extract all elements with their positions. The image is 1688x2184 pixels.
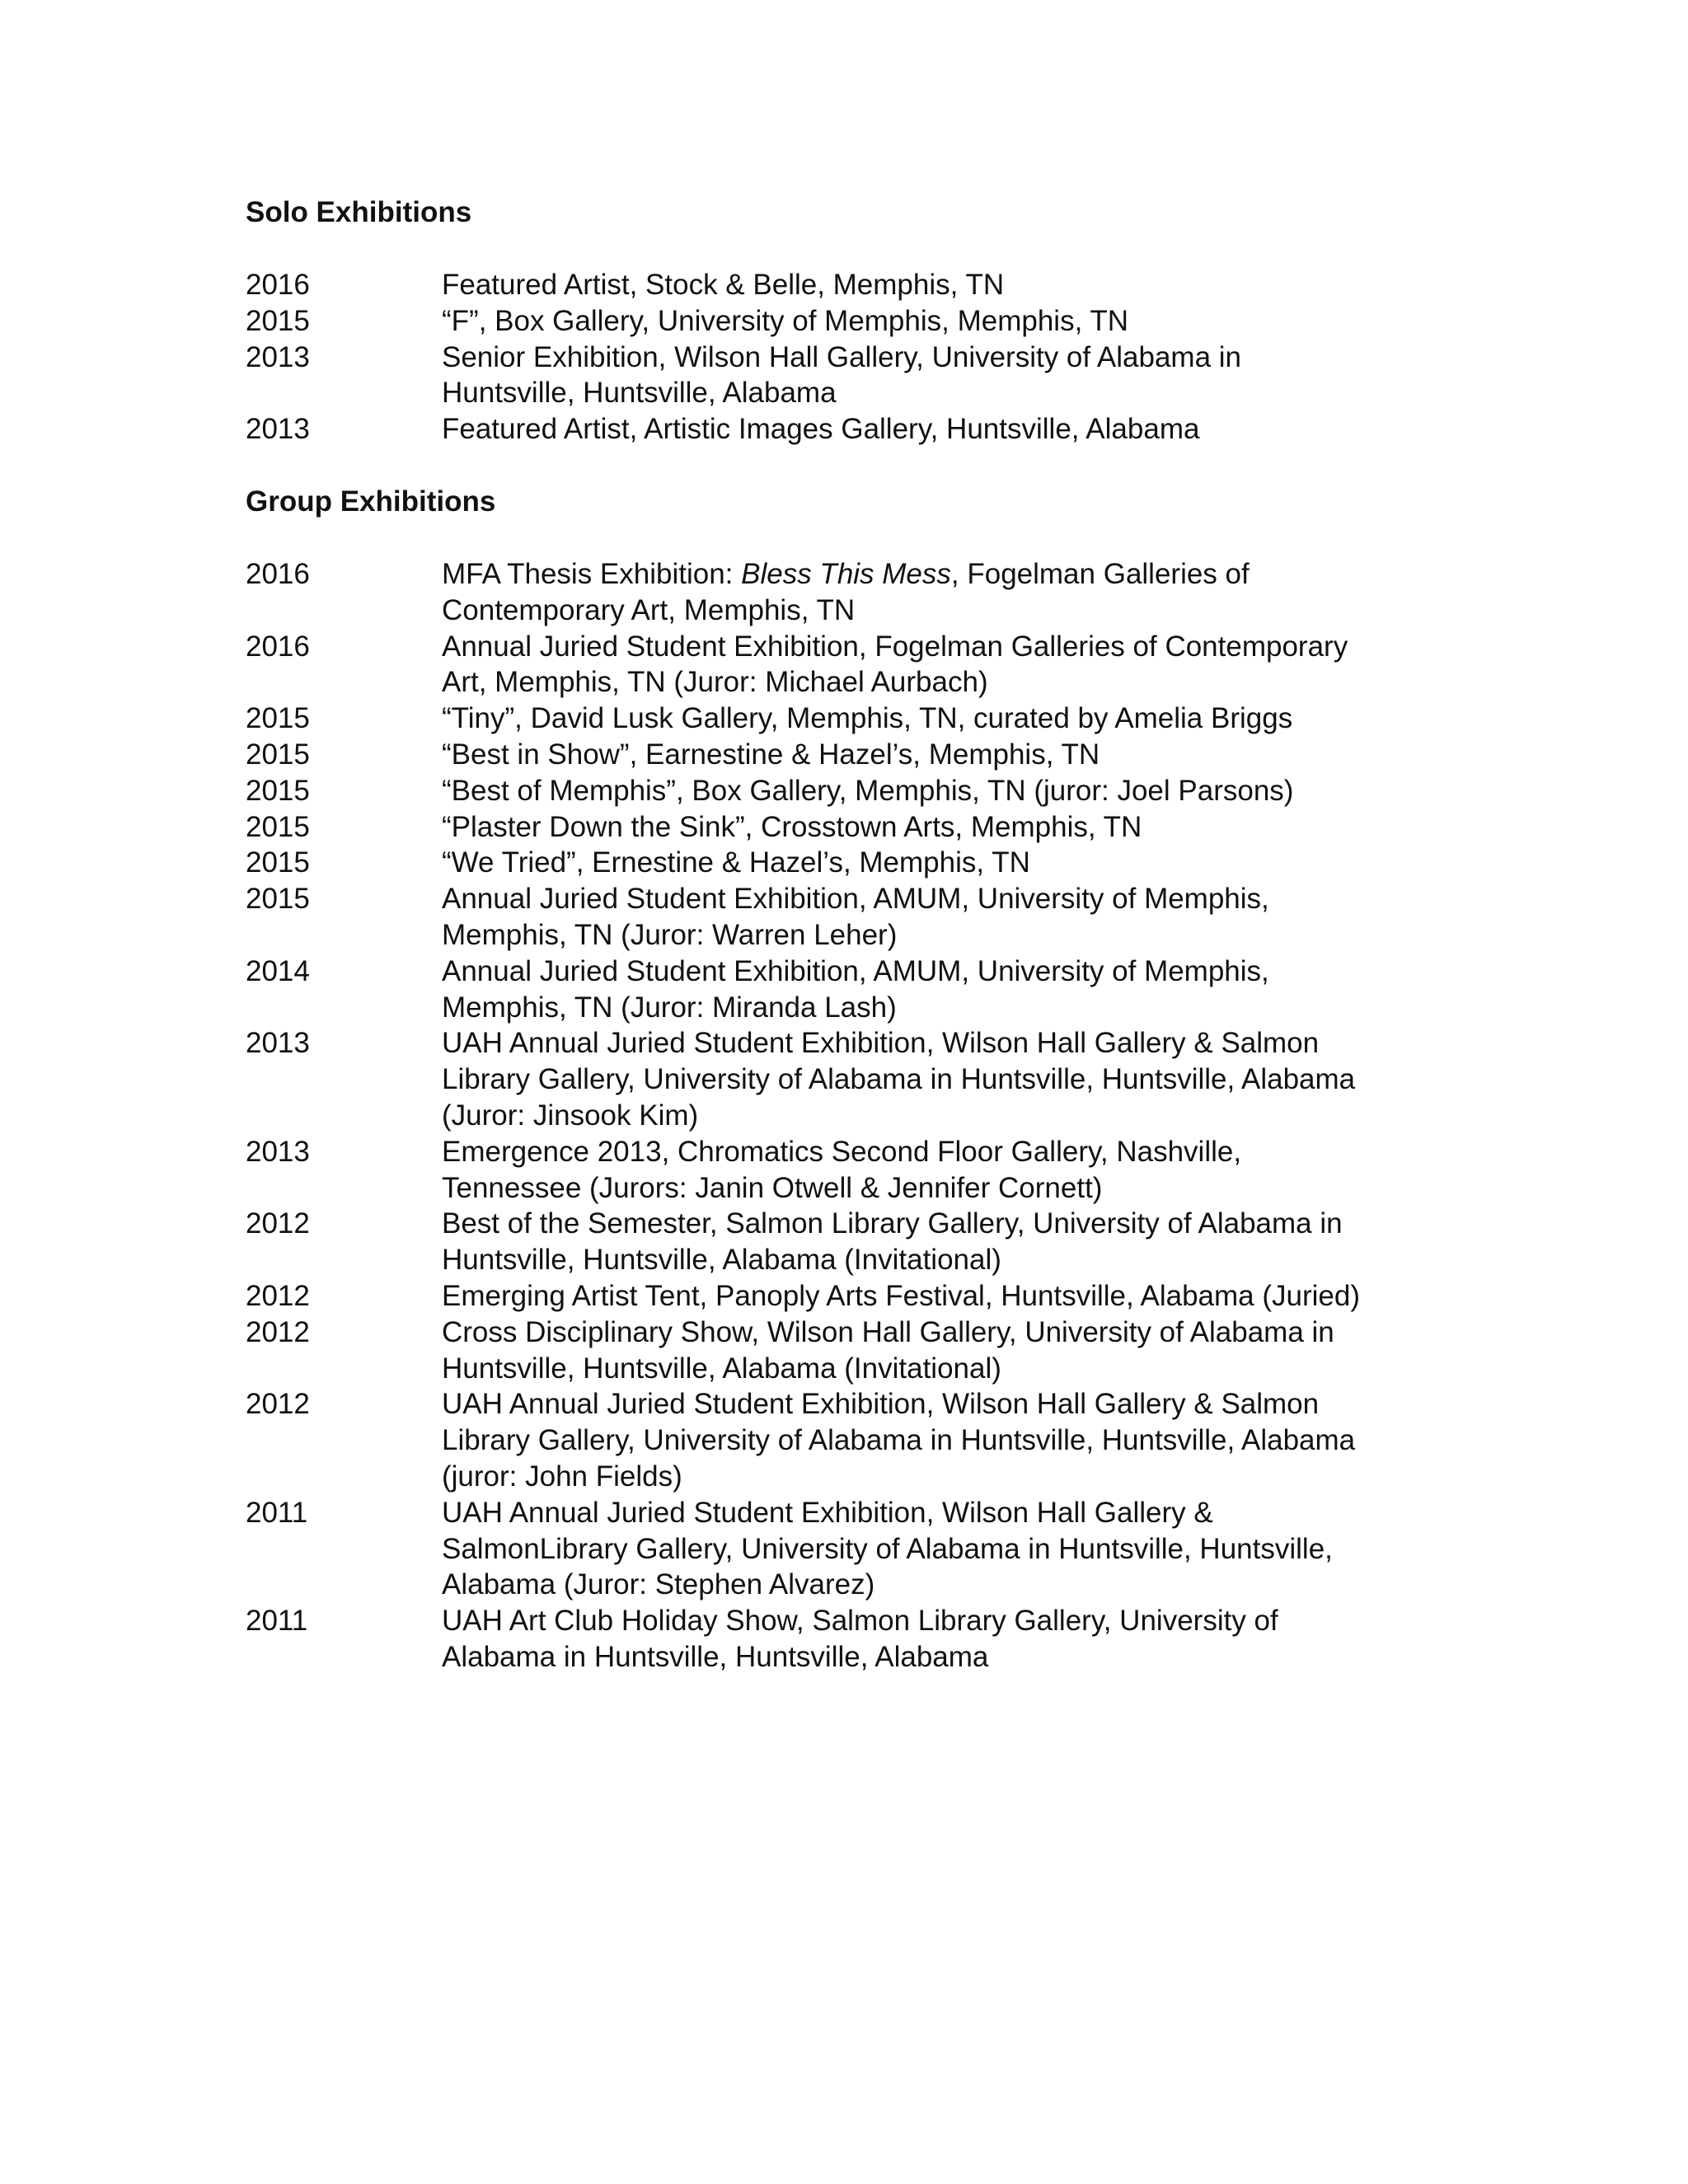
entry-line: Annual Juried Student Exhibition, Fogelman Galleries of Contemporary: [442, 630, 1348, 663]
group-exhibition-entry: [246, 701, 1449, 737]
entry-line: Contemporary Art, Memphis, TN: [442, 593, 856, 626]
entry-year: 2015: [246, 702, 310, 735]
entry-year: 2016: [246, 630, 310, 663]
entry-line: Alabama (Juror: Stephen Alvarez): [442, 1568, 875, 1601]
entry-description: [442, 881, 1449, 954]
entry-description: [442, 1495, 1449, 1603]
entry-line: “Plaster Down the Sink”, Crosstown Arts, Memphis, TN: [442, 810, 1142, 843]
group-exhibitions-heading: Group Exhibitions: [246, 485, 496, 518]
entry-description: [442, 1603, 1449, 1675]
entry-year: 2012: [246, 1315, 310, 1348]
entry-description: [442, 737, 1449, 773]
entry-line: Cross Disciplinary Show, Wilson Hall Gallery, University of Alabama in: [442, 1315, 1334, 1348]
cv-page: [246, 194, 1449, 1675]
entry-line: Best of the Semester, Salmon Library Gallery, University of Alabama in: [442, 1207, 1343, 1240]
exhibition-title: Bless This Mess: [741, 557, 951, 590]
entry-line: “F”, Box Gallery, University of Memphis, Memphis, TN: [442, 304, 1129, 337]
entry-line: Tennessee (Jurors: Janin Otwell & Jennifer Cornett): [442, 1171, 1103, 1204]
entry-year: 2012: [246, 1207, 310, 1240]
group-exhibition-entry: [246, 556, 1449, 629]
group-exhibition-entry: [246, 773, 1449, 809]
entry-description: [442, 1315, 1449, 1387]
group-exhibition-entry: [246, 1386, 1449, 1494]
entry-line: (juror: John Fields): [442, 1460, 682, 1493]
entry-text: , Fogelman Galleries of: [950, 557, 1250, 590]
entry-line: UAH Annual Juried Student Exhibition, Wilson Hall Gallery &: [442, 1496, 1213, 1529]
entry-line: Featured Artist, Artistic Images Gallery, Huntsville, Alabama: [442, 413, 1200, 446]
entry-year: 2012: [246, 1279, 310, 1312]
entry-description: [442, 1386, 1449, 1494]
solo-exhibitions-list: [246, 267, 1449, 448]
solo-exhibitions-section: [246, 194, 1449, 448]
entry-description: [442, 556, 1449, 629]
group-exhibition-entry: [246, 1278, 1449, 1315]
entry-year: 2015: [246, 810, 310, 843]
group-exhibition-entry: [246, 1603, 1449, 1675]
solo-exhibition-entry: [246, 411, 1449, 448]
entry-line: Alabama in Huntsville, Huntsville, Alabama: [442, 1640, 989, 1673]
entry-line: UAH Art Club Holiday Show, Salmon Library Gallery, University of: [442, 1605, 1278, 1638]
group-exhibition-entry: [246, 1025, 1449, 1133]
entry-line: “Best in Show”, Earnestine & Hazel’s, Memphis, TN: [442, 738, 1100, 771]
entry-description: [442, 954, 1449, 1026]
entry-year: 2013: [246, 340, 310, 373]
entry-year: 2012: [246, 1388, 310, 1421]
entry-line: Library Gallery, University of Alabama in Huntsville, Huntsville, Alabama: [442, 1424, 1356, 1457]
entry-line: Library Gallery, University of Alabama in Huntsville, Huntsville, Alabama: [442, 1063, 1356, 1096]
entry-description: [442, 411, 1449, 448]
entry-year: 2011: [246, 1605, 308, 1638]
entry-year: 2015: [246, 846, 310, 879]
entry-line: Huntsville, Huntsville, Alabama (Invitational): [442, 1244, 1001, 1277]
group-exhibition-entry: [246, 881, 1449, 954]
entry-line: SalmonLibrary Gallery, University of Alabama in Huntsville, Huntsville,: [442, 1532, 1333, 1565]
group-exhibition-entry: [246, 845, 1449, 881]
entry-description: [442, 303, 1449, 340]
entry-year: 2015: [246, 738, 310, 771]
entry-year: 2013: [246, 413, 310, 446]
entry-year: 2013: [246, 1027, 310, 1060]
entry-line: Memphis, TN (Juror: Miranda Lash): [442, 991, 897, 1024]
group-exhibition-entry: [246, 1206, 1449, 1278]
solo-exhibition-entry: [246, 303, 1449, 340]
solo-exhibitions-heading: Solo Exhibitions: [246, 196, 472, 228]
group-exhibitions-list: [246, 556, 1449, 1675]
entry-line: Emergence 2013, Chromatics Second Floor Gallery, Nashville,: [442, 1135, 1242, 1168]
entry-line: “We Tried”, Ernestine & Hazel’s, Memphis, TN: [442, 846, 1030, 879]
entry-line: [442, 556, 1449, 593]
solo-exhibition-entry: [246, 340, 1449, 412]
entry-line: Annual Juried Student Exhibition, AMUM, University of Memphis,: [442, 883, 1269, 916]
group-exhibition-entry: [246, 1495, 1449, 1603]
entry-description: [442, 629, 1449, 701]
group-exhibition-entry: [246, 809, 1449, 846]
group-exhibition-entry: [246, 737, 1449, 773]
entry-description: [442, 773, 1449, 809]
entry-year: 2014: [246, 954, 310, 987]
group-exhibition-entry: [246, 1315, 1449, 1387]
entry-line: Featured Artist, Stock & Belle, Memphis, TN: [442, 269, 1005, 301]
entry-description: [442, 267, 1449, 303]
entry-year: 2015: [246, 304, 310, 337]
entry-year: 2015: [246, 774, 310, 807]
entry-description: [442, 1206, 1449, 1278]
entry-line: UAH Annual Juried Student Exhibition, Wilson Hall Gallery & Salmon: [442, 1388, 1320, 1421]
entry-line: “Best of Memphis”, Box Gallery, Memphis, TN (juror: Joel Parsons): [442, 774, 1294, 807]
entry-description: [442, 845, 1449, 881]
entry-line: Senior Exhibition, Wilson Hall Gallery, University of Alabama in: [442, 340, 1242, 373]
entry-line: Huntsville, Huntsville, Alabama: [442, 377, 837, 410]
group-exhibitions-section: [246, 484, 1449, 1675]
entry-line: “Tiny”, David Lusk Gallery, Memphis, TN, curated by Amelia Briggs: [442, 702, 1293, 735]
entry-description: [442, 1025, 1449, 1133]
entry-description: [442, 809, 1449, 846]
entry-year: 2013: [246, 1135, 310, 1168]
entry-text: MFA Thesis Exhibition:: [442, 557, 742, 590]
group-exhibition-entry: [246, 954, 1449, 1026]
entry-description: [442, 1278, 1449, 1315]
solo-exhibition-entry: [246, 267, 1449, 303]
entry-line: Annual Juried Student Exhibition, AMUM, University of Memphis,: [442, 954, 1269, 987]
entry-line: Huntsville, Huntsville, Alabama (Invitational): [442, 1352, 1001, 1385]
entry-line: Art, Memphis, TN (Juror: Michael Aurbach): [442, 666, 988, 699]
entry-year: 2011: [246, 1496, 308, 1529]
entry-year: 2015: [246, 883, 310, 916]
entry-description: [442, 340, 1449, 412]
entry-line: (Juror: Jinsook Kim): [442, 1099, 699, 1132]
entry-line: Emerging Artist Tent, Panoply Arts Festival, Huntsville, Alabama (Juried): [442, 1279, 1361, 1312]
entry-year: 2016: [246, 269, 310, 301]
entry-year: 2016: [246, 557, 310, 590]
entry-description: [442, 701, 1449, 737]
entry-description: [442, 1134, 1449, 1207]
group-exhibition-entry: [246, 629, 1449, 701]
entry-line: Memphis, TN (Juror: Warren Leher): [442, 918, 898, 951]
group-exhibition-entry: [246, 1134, 1449, 1207]
entry-line: UAH Annual Juried Student Exhibition, Wilson Hall Gallery & Salmon: [442, 1027, 1320, 1060]
